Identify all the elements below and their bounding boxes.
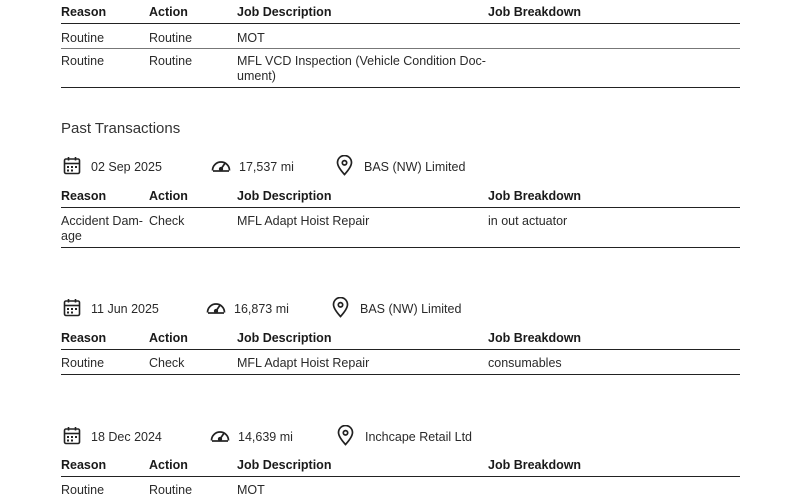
map-pin-icon — [332, 297, 349, 318]
transaction-date: 02 Sep 2025 — [91, 160, 162, 174]
header-action: Action — [149, 458, 188, 472]
transaction-mileage: 14,639 mi — [238, 430, 293, 444]
cell-job-description-line1: MFL VCD Inspection (Vehicle Condition Doc- — [237, 54, 486, 68]
header-job-breakdown: Job Breakdown — [488, 189, 582, 203]
header-divider — [61, 476, 740, 477]
cell-job-description: MFL Adapt Hoist Repair — [237, 356, 370, 370]
header-reason: Reason — [61, 189, 107, 203]
cell-action: Check — [149, 214, 185, 228]
cell-reason: Routine — [61, 356, 105, 370]
cell-job-description: MOT — [237, 483, 265, 497]
header-divider — [61, 207, 740, 208]
cell-reason-line1: Accident Dam- — [61, 214, 143, 228]
table-bottom-rule — [61, 87, 740, 88]
cell-job-breakdown: in out actuator — [488, 214, 568, 228]
cell-job-description: MOT — [237, 31, 265, 45]
transaction-mileage: 17,537 mi — [239, 160, 294, 174]
cell-job-description-line2: ument) — [237, 69, 276, 83]
speedometer-icon — [209, 427, 231, 443]
cell-action: Check — [149, 356, 185, 370]
header-job-description: Job Description — [237, 458, 332, 472]
header-reason: Reason — [61, 5, 107, 19]
transaction-date: 11 Jun 2025 — [91, 302, 159, 316]
header-reason: Reason — [61, 458, 107, 472]
header-action: Action — [149, 5, 188, 19]
header-job-description: Job Description — [237, 331, 332, 345]
header-divider — [61, 23, 740, 24]
transaction-location: BAS (NW) Limited — [364, 160, 466, 174]
cell-action: Routine — [149, 483, 193, 497]
header-job-description: Job Description — [237, 5, 332, 19]
cell-action: Routine — [149, 54, 193, 68]
transaction-location: BAS (NW) Limited — [360, 302, 462, 316]
cell-action: Routine — [149, 31, 193, 45]
calendar-icon — [63, 298, 81, 317]
map-pin-icon — [337, 425, 354, 446]
transaction-date: 18 Dec 2024 — [91, 430, 162, 444]
cell-reason-line2: age — [61, 229, 82, 243]
past-transactions-title: Past Transactions — [61, 120, 181, 137]
cell-job-description: MFL Adapt Hoist Repair — [237, 214, 370, 228]
table-bottom-rule — [61, 374, 740, 375]
header-reason: Reason — [61, 331, 107, 345]
header-job-breakdown: Job Breakdown — [488, 458, 582, 472]
header-job-breakdown: Job Breakdown — [488, 5, 582, 19]
header-job-breakdown: Job Breakdown — [488, 331, 582, 345]
row-divider — [61, 48, 740, 49]
transaction-mileage: 16,873 mi — [234, 302, 289, 316]
table-bottom-rule — [61, 247, 740, 248]
header-action: Action — [149, 331, 188, 345]
header-action: Action — [149, 189, 188, 203]
cell-reason: Routine — [61, 31, 105, 45]
cell-reason: Routine — [61, 54, 105, 68]
cell-job-breakdown: consumables — [488, 356, 562, 370]
speedometer-icon — [205, 299, 227, 315]
calendar-icon — [63, 426, 81, 445]
header-divider — [61, 349, 740, 350]
map-pin-icon — [336, 155, 353, 176]
speedometer-icon — [210, 157, 232, 173]
cell-reason: Routine — [61, 483, 105, 497]
calendar-icon — [63, 156, 81, 175]
header-job-description: Job Description — [237, 189, 332, 203]
transaction-location: Inchcape Retail Ltd — [365, 430, 473, 444]
